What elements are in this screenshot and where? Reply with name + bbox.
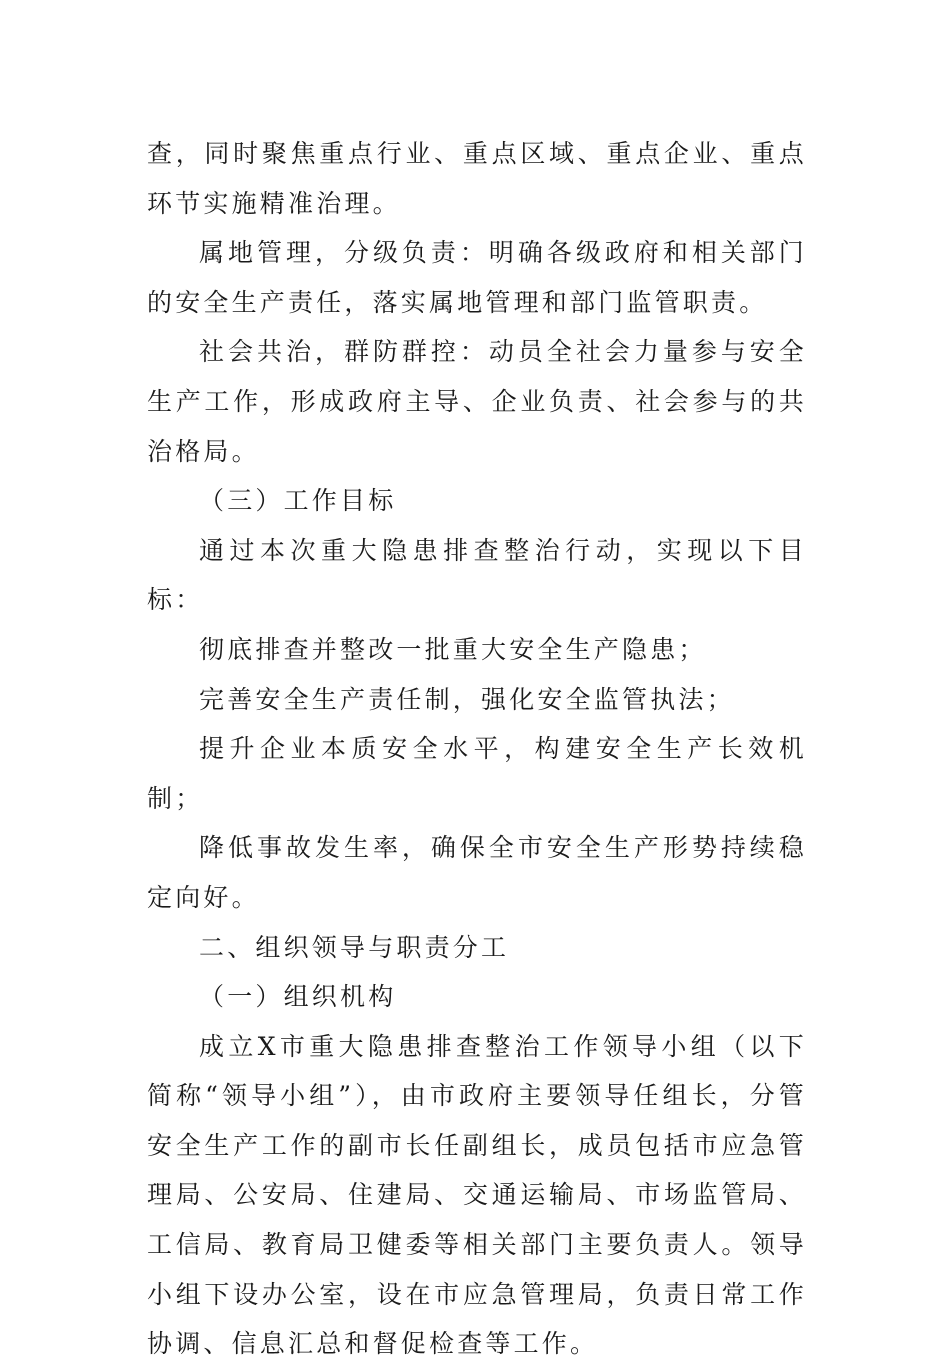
paragraph-5: 通过本次重大隐患排查整治行动，实现以下目标： (147, 535, 807, 615)
goal-item-2: 完善安全生产责任制，强化安全监管执法； (199, 684, 735, 714)
goal-item-3: 提升企业本质安全水平，构建安全生产长效机制； (147, 734, 807, 813)
document-body (147, 129, 807, 1369)
section-heading-work-goals: （三）工作目标 (199, 486, 397, 516)
paragraph-1: 查，同时聚焦重点行业、重点区域、重点企业、重点环节实施精准治理。 (147, 139, 807, 218)
paragraph-2: 属地管理，分级负责：明确各级政府和相关部门的安全生产责任，落实属地管理和部门监管职责。 (147, 238, 807, 317)
goal-item-4: 降低事故发生率，确保全市安全生产形势持续稳定向好。 (147, 833, 807, 912)
chapter-heading-organization: 二、组织领导与职责分工 (199, 932, 510, 962)
section-heading-organization: （一）组织机构 (199, 982, 397, 1012)
paragraph-12: 成立X市重大隐患排查整治工作领导小组（以下简称“领导小组”），由市政府主要领导任组长，分管安全生产工作的副市长任副组长，成员包括市应急管理局、公安局、住建局、交通运输局、市场监管局、工信局、教育局卫健委等相关部门主要负责人。领导小组下设办公室，设在市应急管理局，负责日常工作协调、信息汇总和督促检查等工作。 (147, 1031, 807, 1359)
paragraph-3: 社会共治，群防群控：动员全社会力量参与安全生产工作，形成政府主导、企业负责、社会参与的共治格局。 (147, 337, 807, 466)
goal-item-1: 彻底排查并整改一批重大安全生产隐患； (199, 634, 707, 664)
